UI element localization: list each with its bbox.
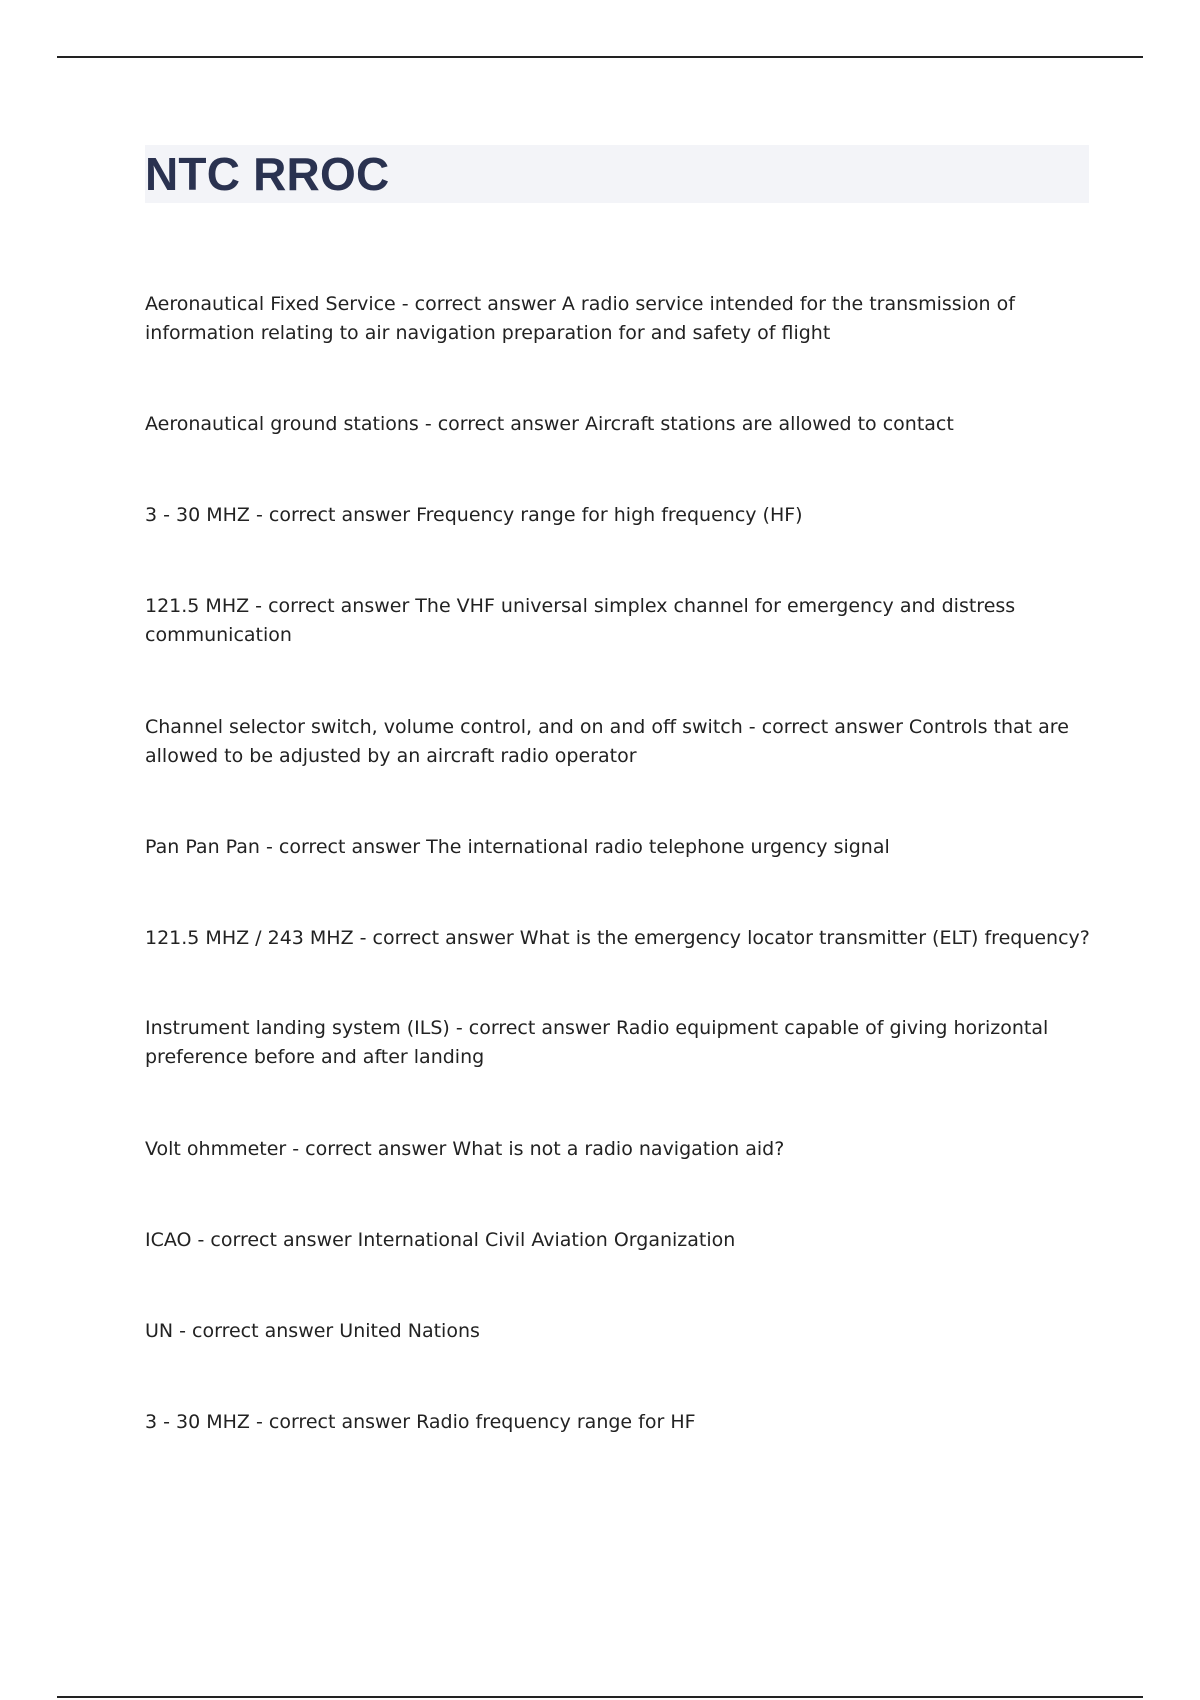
qa-entry: 3 - 30 MHZ - correct answer Radio frequency range for HF [145,1411,696,1433]
qa-entry: 3 - 30 MHZ - correct answer Frequency range for high frequency (HF) [145,504,803,526]
qa-entry: Aeronautical ground stations - correct answer Aircraft stations are allowed to contact [145,413,954,435]
qa-entry: 121.5 MHZ / 243 MHZ - correct answer What is the emergency locator transmitter (ELT) frequency? [145,927,1090,949]
qa-entry: 121.5 MHZ - correct answer The VHF universal simplex channel for emergency and distress communication [145,595,1016,646]
qa-entry: Instrument landing system (ILS) - correct answer Radio equipment capable of giving horizontal preference before and after landing [145,1017,1049,1068]
footer-rule [57,1696,1143,1698]
qa-entry: ICAO - correct answer International Civil Aviation Organization [145,1229,736,1251]
qa-entry: UN - correct answer United Nations [145,1320,480,1342]
qa-entry: Channel selector switch, volume control, and on and off switch - correct answer Controls that are allowed to be adjusted by an aircraft radio operator [145,716,1069,767]
header-rule [57,56,1143,58]
qa-entry: Volt ohmmeter - correct answer What is not a radio navigation aid? [145,1138,785,1160]
qa-entry: Pan Pan Pan - correct answer The international radio telephone urgency signal [145,836,890,858]
document-title: NTC RROC [145,148,390,200]
qa-entry: Aeronautical Fixed Service - correct answer A radio service intended for the transmission of information relating to air navigation preparation for and safety of flight [145,293,1015,344]
